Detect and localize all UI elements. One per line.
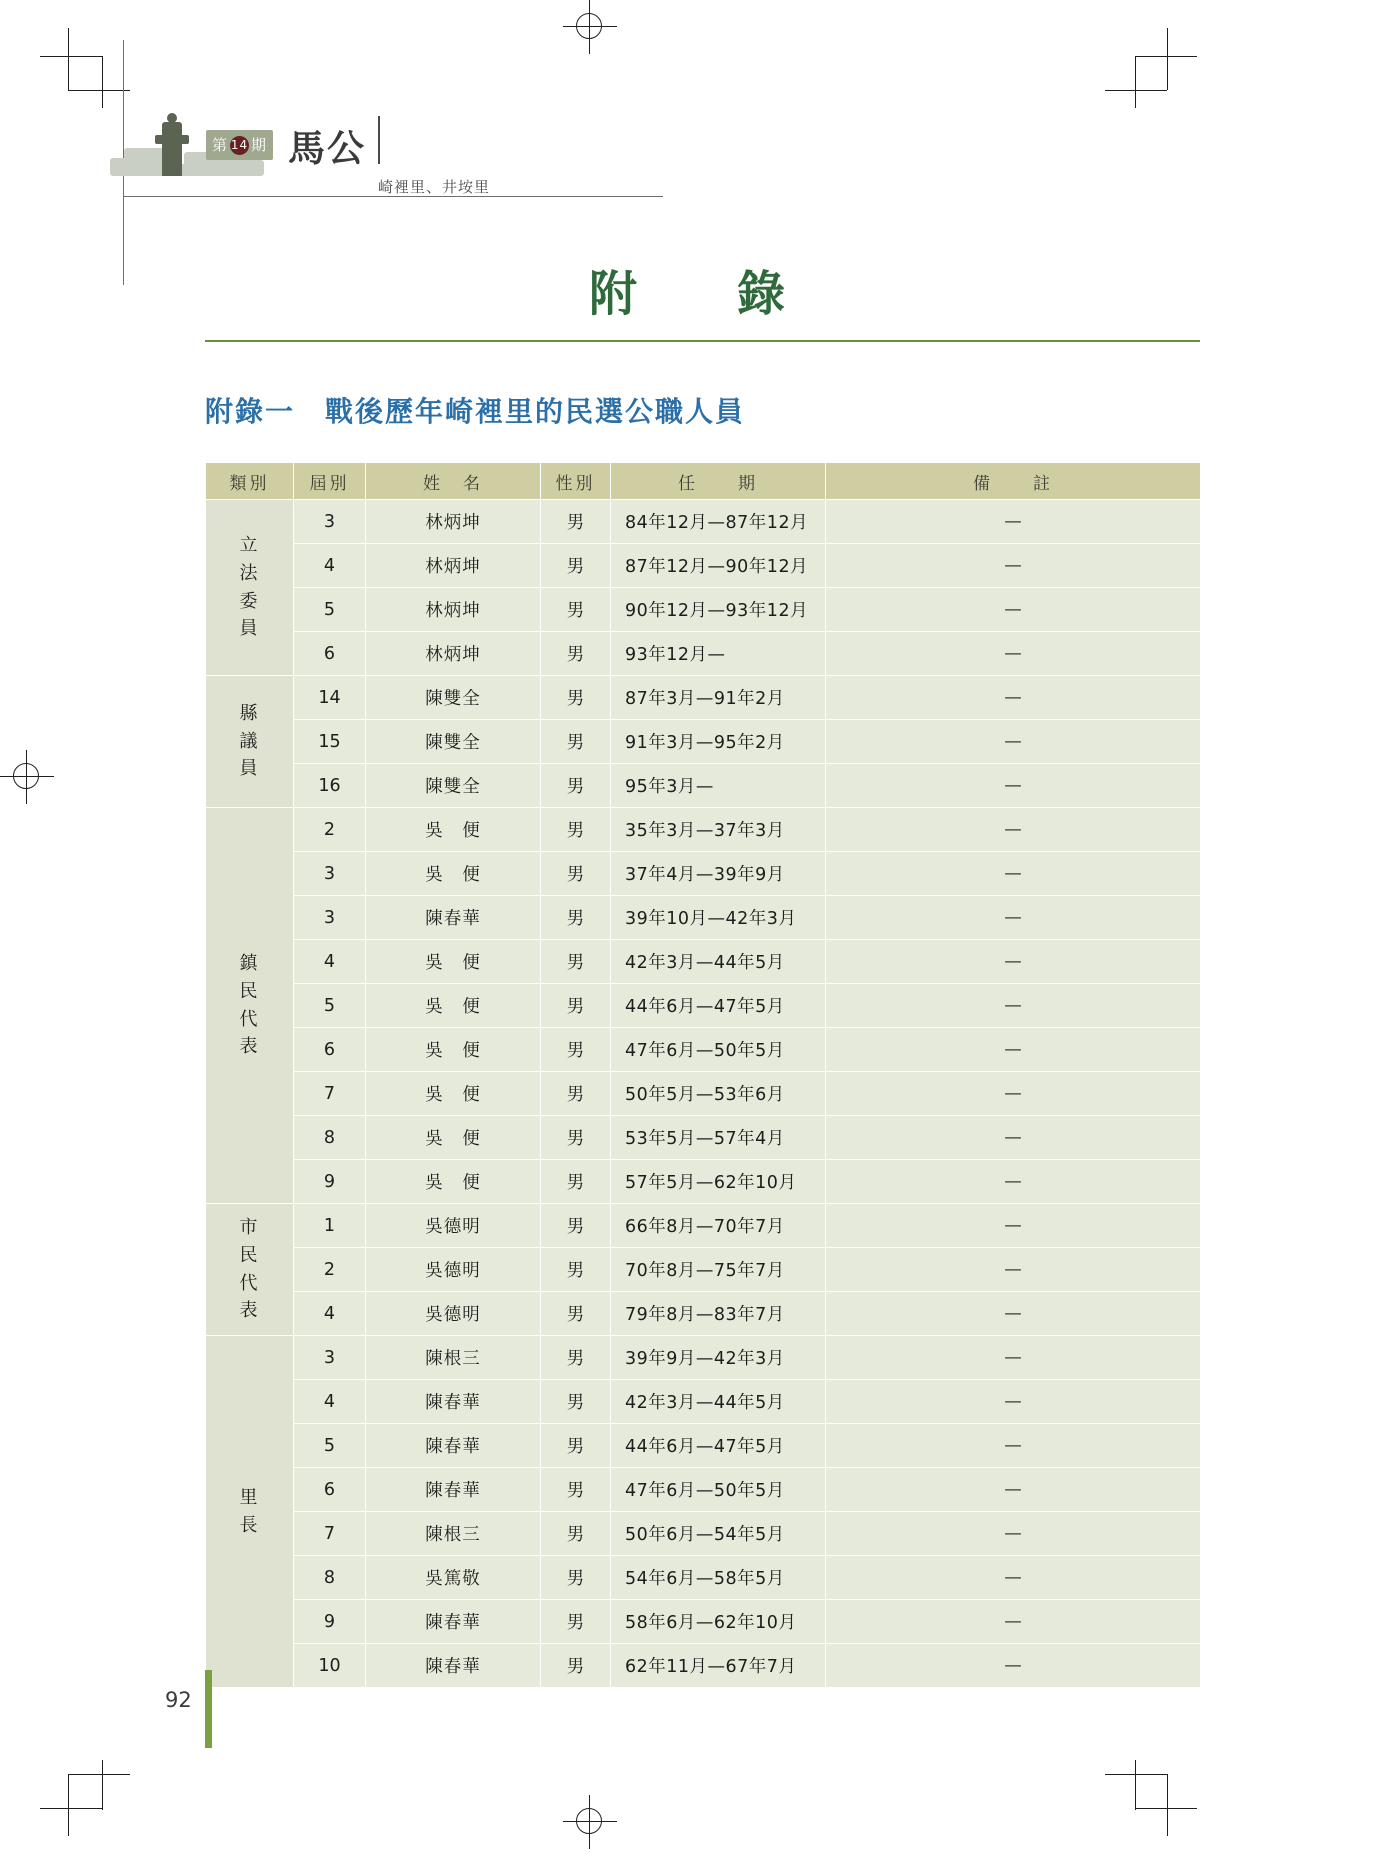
table-row [206,676,1201,720]
cell-name: 陳雙全 [366,764,541,808]
crop-mark-bottom-right [1105,1760,1197,1840]
cell-term: 2 [294,1248,366,1292]
table-row [206,1072,1201,1116]
cell-period: 58年6月—62年10月 [611,1600,826,1644]
cell-period: 53年5月—57年4月 [611,1116,826,1160]
cell-sex: 男 [541,852,611,896]
cell-note: — [826,940,1201,984]
cell-sex: 男 [541,1380,611,1424]
table-row [206,1160,1201,1204]
cell-note: — [826,984,1201,1028]
cell-period: 90年12月—93年12月 [611,588,826,632]
cell-term: 8 [294,1556,366,1600]
issue-badge [206,130,273,160]
cell-note: — [826,1556,1201,1600]
cell-term: 14 [294,676,366,720]
cell-sex: 男 [541,1292,611,1336]
cell-period: 87年3月—91年2月 [611,676,826,720]
cell-term: 3 [294,896,366,940]
cell-period: 62年11月—67年7月 [611,1644,826,1688]
cell-name: 陳春華 [366,1600,541,1644]
cell-sex: 男 [541,1424,611,1468]
cell-term: 7 [294,1072,366,1116]
cell-period: 87年12月—90年12月 [611,544,826,588]
cell-name: 吳 便 [366,808,541,852]
cell-note: — [826,1116,1201,1160]
cell-period: 35年3月—37年3月 [611,808,826,852]
cell-term: 9 [294,1160,366,1204]
registration-mark-left [0,750,54,804]
table-row [206,1116,1201,1160]
cell-sex: 男 [541,1248,611,1292]
cell-term: 3 [294,1336,366,1380]
table-row [206,1204,1201,1248]
table-row [206,896,1201,940]
row-category: 鎮 民 代 表 [206,808,294,1204]
logo-title: 馬公 [288,126,366,170]
cell-name: 吳 便 [366,1028,541,1072]
cell-name: 陳根三 [366,1336,541,1380]
cell-note: — [826,1600,1201,1644]
cell-period: 50年6月—54年5月 [611,1512,826,1556]
cell-name: 陳春華 [366,1644,541,1688]
cell-term: 8 [294,1116,366,1160]
cell-sex: 男 [541,940,611,984]
cell-name: 吳 便 [366,1072,541,1116]
cell-note: — [826,632,1201,676]
cell-note: — [826,720,1201,764]
cell-term: 5 [294,588,366,632]
cell-term: 6 [294,1028,366,1072]
cell-note: — [826,1380,1201,1424]
logo-divider [378,116,380,164]
cell-term: 7 [294,1512,366,1556]
table-row [206,1028,1201,1072]
cell-sex: 男 [541,1556,611,1600]
cell-name: 陳春華 [366,1424,541,1468]
table-row [206,940,1201,984]
column-header-category: 類別 [206,463,294,500]
cell-name: 吳德明 [366,1292,541,1336]
cell-note: — [826,1248,1201,1292]
table-header-row [206,463,1201,500]
cell-sex: 男 [541,1468,611,1512]
cell-sex: 男 [541,1160,611,1204]
issue-badge-suffix: 期 [251,136,268,154]
cell-term: 1 [294,1204,366,1248]
cell-period: 79年8月—83年7月 [611,1292,826,1336]
cell-sex: 男 [541,896,611,940]
cell-note: — [826,1072,1201,1116]
cell-period: 54年6月—58年5月 [611,1556,826,1600]
page-title: 附 錄 [588,266,811,322]
cell-term: 3 [294,852,366,896]
cell-term: 4 [294,1380,366,1424]
cell-sex: 男 [541,1028,611,1072]
cell-sex: 男 [541,676,611,720]
table-row [206,852,1201,896]
page-number: 92 [165,1688,192,1712]
table-row [206,1556,1201,1600]
cell-name: 林炳坤 [366,588,541,632]
cell-note: — [826,1204,1201,1248]
cell-note: — [826,544,1201,588]
cell-note: — [826,896,1201,940]
cell-name: 吳德明 [366,1248,541,1292]
cell-term: 6 [294,632,366,676]
appendix-table-container [205,462,1200,1688]
cell-name: 吳德明 [366,1204,541,1248]
column-header-note: 備 註 [826,463,1201,500]
cell-term: 5 [294,1424,366,1468]
column-header-name: 姓 名 [366,463,541,500]
cell-term: 3 [294,500,366,544]
table-row [206,1468,1201,1512]
cell-name: 吳篤敬 [366,1556,541,1600]
cell-period: 44年6月—47年5月 [611,1424,826,1468]
row-category: 市 民 代 表 [206,1204,294,1336]
cell-name: 林炳坤 [366,500,541,544]
issue-badge-prefix: 第 [212,136,229,154]
cell-note: — [826,1160,1201,1204]
table-row [206,1292,1201,1336]
cell-sex: 男 [541,984,611,1028]
appendix-table [205,462,1201,1688]
crop-mark-top-left [40,28,130,108]
table-row [206,1644,1201,1688]
table-row [206,1248,1201,1292]
cell-name: 吳 便 [366,984,541,1028]
row-category: 立 法 委 員 [206,500,294,676]
cell-sex: 男 [541,1336,611,1380]
cell-sex: 男 [541,1644,611,1688]
cell-note: — [826,1512,1201,1556]
cell-sex: 男 [541,544,611,588]
cell-note: — [826,1424,1201,1468]
table-row [206,1336,1201,1380]
cell-period: 57年5月—62年10月 [611,1160,826,1204]
cell-name: 吳 便 [366,940,541,984]
footer-accent-bar [205,1670,212,1748]
cell-sex: 男 [541,500,611,544]
title-divider [205,340,1200,342]
column-header-period: 任 期 [611,463,826,500]
cell-name: 陳雙全 [366,720,541,764]
cell-term: 16 [294,764,366,808]
table-row [206,764,1201,808]
cell-period: 95年3月— [611,764,826,808]
logo-subtitle: 崎裡里、井垵里 [378,178,491,196]
cell-period: 70年8月—75年7月 [611,1248,826,1292]
column-header-term: 屆別 [294,463,366,500]
cell-period: 39年9月—42年3月 [611,1336,826,1380]
table-body [206,500,1201,1688]
cell-term: 5 [294,984,366,1028]
cell-name: 陳春華 [366,896,541,940]
cell-term: 9 [294,1600,366,1644]
cell-term: 4 [294,940,366,984]
table-row [206,720,1201,764]
cell-note: — [826,808,1201,852]
table-row [206,544,1201,588]
page-header [110,110,670,210]
section-heading: 附錄一 戰後歷年崎裡里的民選公職人員 [205,395,746,428]
registration-mark-bottom [563,1795,617,1849]
cell-term: 6 [294,1468,366,1512]
table-row [206,1600,1201,1644]
cell-note: — [826,1028,1201,1072]
table-row [206,500,1201,544]
cell-period: 44年6月—47年5月 [611,984,826,1028]
cell-note: — [826,500,1201,544]
cell-period: 42年3月—44年5月 [611,940,826,984]
cell-period: 37年4月—39年9月 [611,852,826,896]
cell-name: 陳雙全 [366,676,541,720]
cell-term: 15 [294,720,366,764]
column-header-sex: 性別 [541,463,611,500]
cell-name: 吳 便 [366,1160,541,1204]
cell-sex: 男 [541,1116,611,1160]
cell-sex: 男 [541,808,611,852]
registration-mark-top [563,0,617,54]
cell-term: 10 [294,1644,366,1688]
cell-name: 陳春華 [366,1468,541,1512]
cell-name: 陳春華 [366,1380,541,1424]
cell-note: — [826,764,1201,808]
cell-sex: 男 [541,1204,611,1248]
cell-sex: 男 [541,764,611,808]
table-row [206,1380,1201,1424]
cell-note: — [826,1292,1201,1336]
cell-note: — [826,852,1201,896]
cell-sex: 男 [541,632,611,676]
cell-sex: 男 [541,1512,611,1556]
table-row [206,808,1201,852]
cell-sex: 男 [541,1072,611,1116]
table-row [206,1424,1201,1468]
cell-note: — [826,1336,1201,1380]
cell-sex: 男 [541,720,611,764]
cell-period: 47年6月—50年5月 [611,1028,826,1072]
cell-period: 39年10月—42年3月 [611,896,826,940]
row-category: 縣 議 員 [206,676,294,808]
cell-term: 4 [294,1292,366,1336]
row-category: 里 長 [206,1336,294,1688]
cell-name: 林炳坤 [366,544,541,588]
cell-name: 陳根三 [366,1512,541,1556]
table-row [206,632,1201,676]
cell-period: 91年3月—95年2月 [611,720,826,764]
table-row [206,984,1201,1028]
cell-period: 84年12月—87年12月 [611,500,826,544]
cell-period: 47年6月—50年5月 [611,1468,826,1512]
crop-mark-bottom-left [40,1760,130,1840]
cell-note: — [826,676,1201,720]
cell-term: 4 [294,544,366,588]
cell-period: 50年5月—53年6月 [611,1072,826,1116]
table-row [206,1512,1201,1556]
cell-name: 吳 便 [366,1116,541,1160]
cell-note: — [826,1468,1201,1512]
cell-sex: 男 [541,1600,611,1644]
cell-sex: 男 [541,588,611,632]
issue-badge-number: 14 [230,136,249,155]
cell-name: 吳 便 [366,852,541,896]
cell-note: — [826,588,1201,632]
cell-name: 林炳坤 [366,632,541,676]
cell-term: 2 [294,808,366,852]
cell-period: 93年12月— [611,632,826,676]
table-row [206,588,1201,632]
crop-mark-top-right [1105,28,1197,108]
cell-period: 66年8月—70年7月 [611,1204,826,1248]
cell-period: 42年3月—44年5月 [611,1380,826,1424]
cell-note: — [826,1644,1201,1688]
